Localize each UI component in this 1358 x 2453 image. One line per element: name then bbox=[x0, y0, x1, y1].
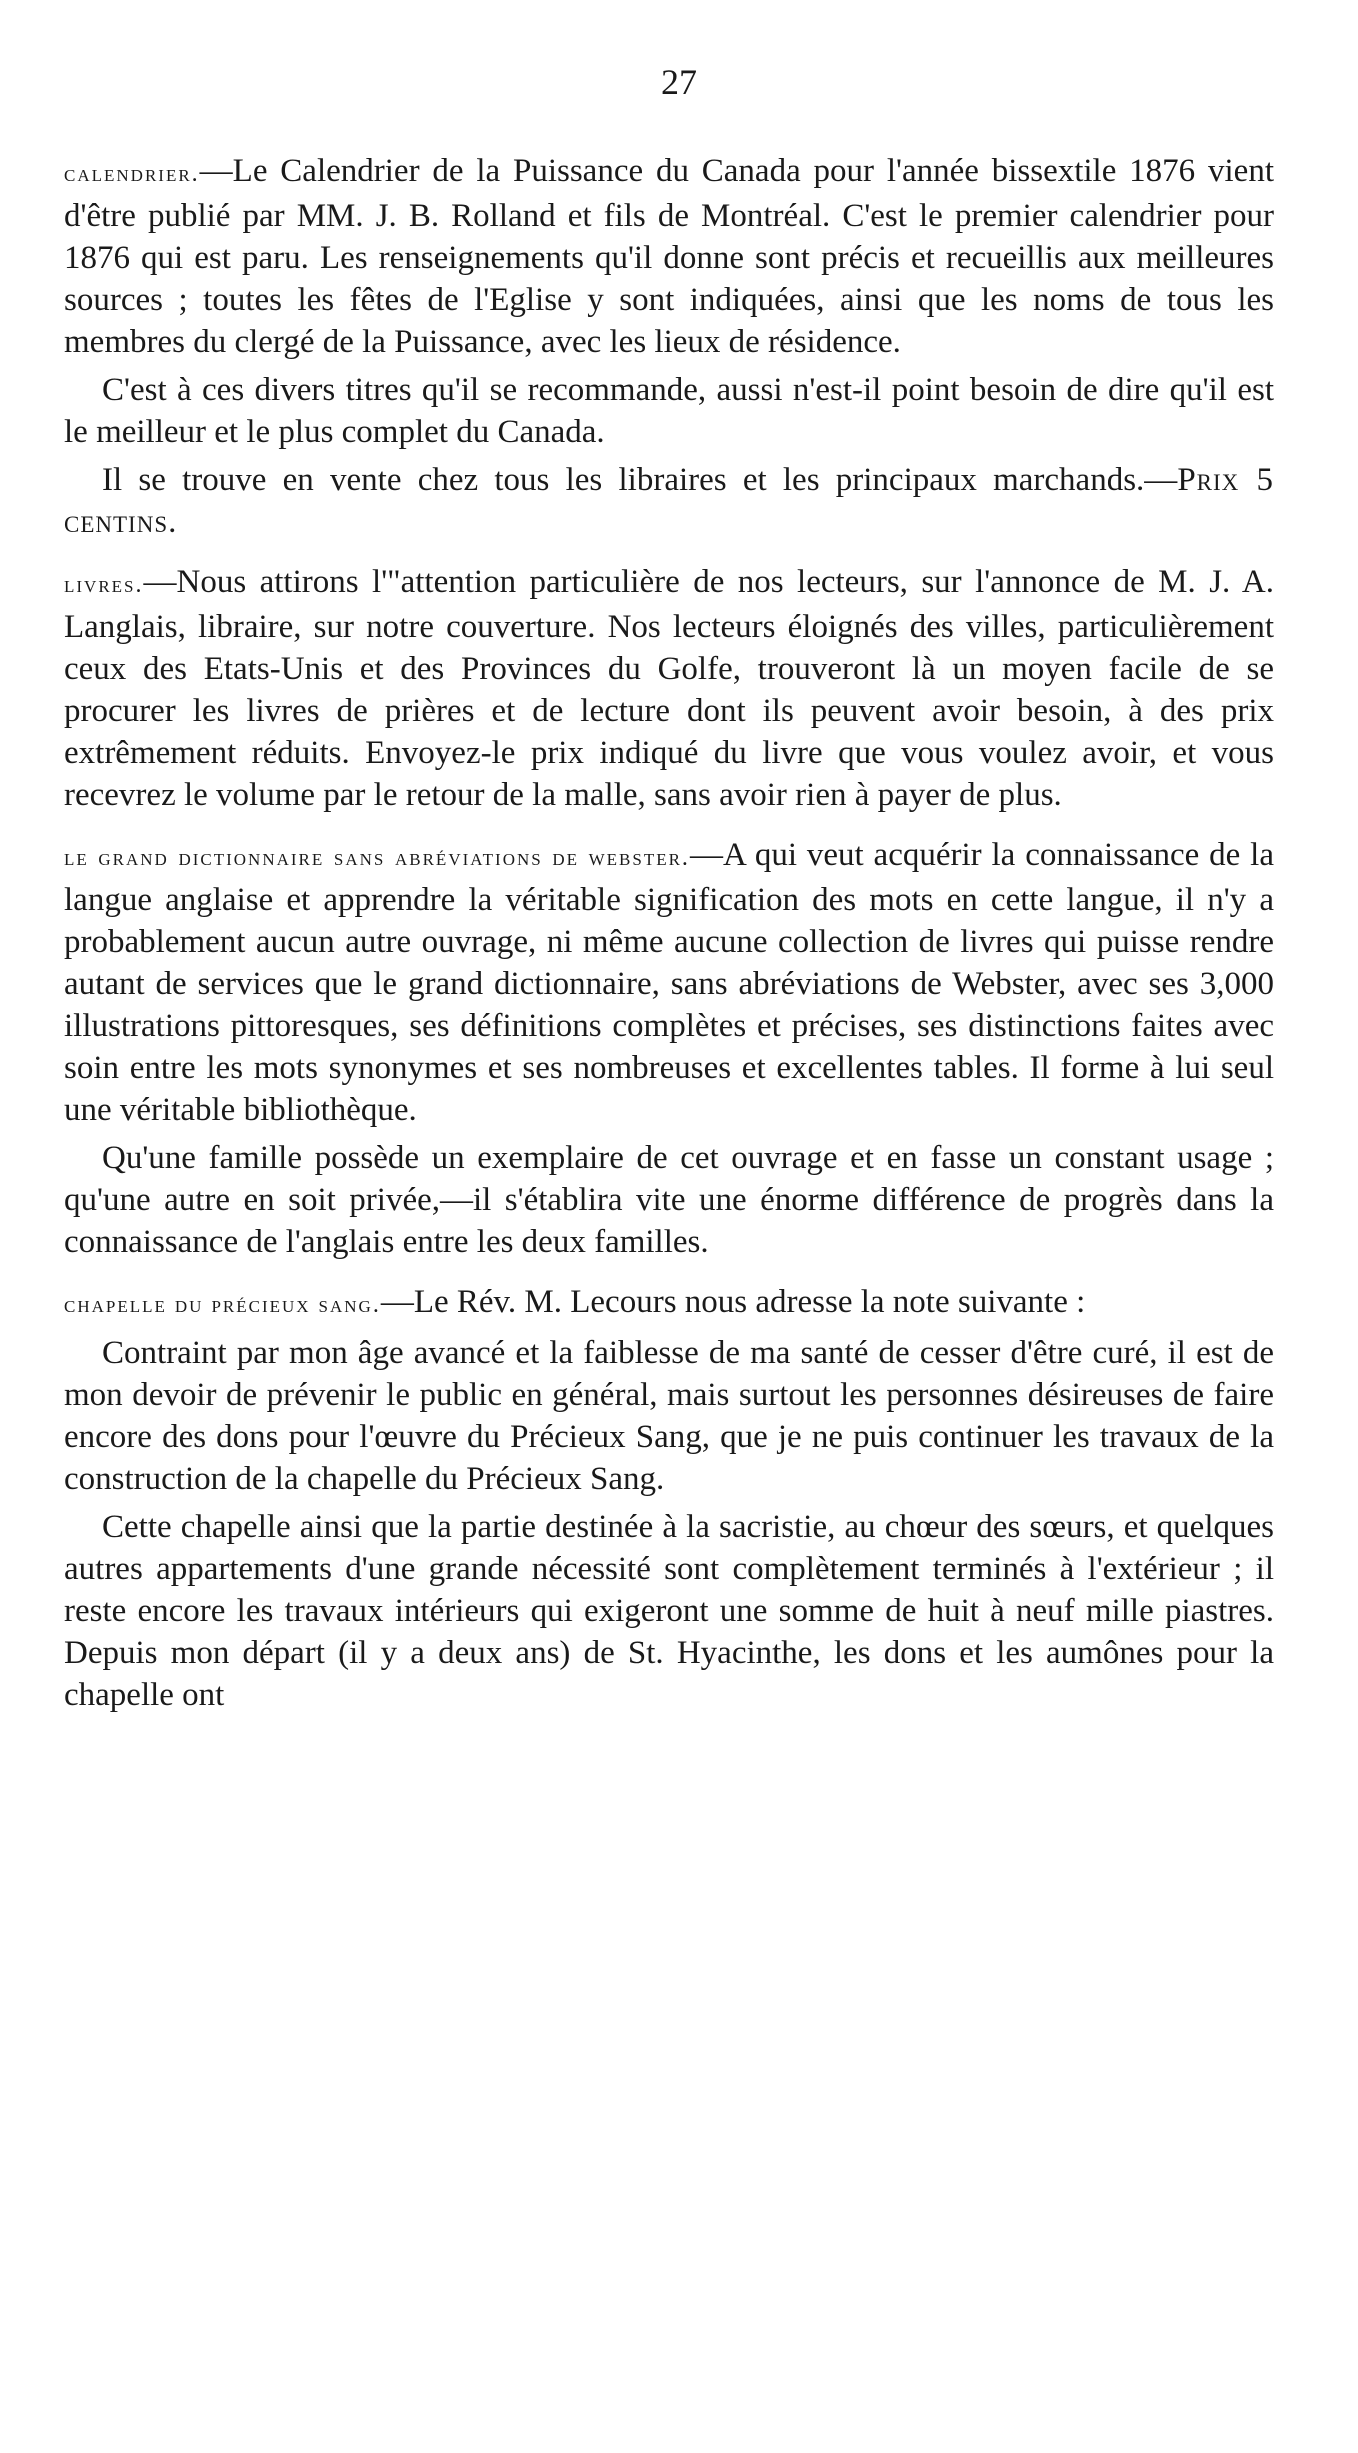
article-chapelle bbox=[64, 1281, 1274, 1716]
paragraph: Qu'une famille possède un exemplaire de cet ouvrage et en fasse un constant usage ; qu'une autre en soit privée,—il s'établira vite une énorme différence de progrès dans la connaissance de l'anglais entre les deux familles. bbox=[64, 1140, 1274, 1260]
paragraph bbox=[64, 459, 1274, 543]
section-heading: chapelle du précieux sang. bbox=[64, 1292, 381, 1318]
price-text: Prix 5 centins. bbox=[64, 462, 1275, 540]
paragraph-text: Il se trouve en vente chez tous les libraires et les principaux marchands.— bbox=[102, 462, 1178, 498]
paragraph bbox=[64, 150, 1274, 363]
paragraph bbox=[64, 561, 1274, 816]
paragraph bbox=[64, 834, 1274, 1131]
article-calendrier bbox=[64, 150, 1274, 543]
paragraph-text: —Le Calendrier de la Puissance du Canada pour l'année bissextile 1876 vient d'être publié par MM. J. B. Rolland et fils de Montréal. C'est le premier calendrier pour 1876 qui est paru. Les renseignements qu'il donne sont précis et recueillis aux meilleures sources ; toutes les fêtes de l'Eglise y sont indiquées, ainsi que les noms de tous les membres du clergé de la Puissance, avec les lieux de résidence. bbox=[64, 153, 1274, 360]
paragraph: Cette chapelle ainsi que la partie destinée à la sacristie, au chœur des sœurs, et quelques autres appartements d'une grande nécessité sont complètement terminés à l'extérieur ; il reste encore les travaux intérieurs qui exigeront une somme de huit à neuf mille piastres. Depuis mon départ (il y a deux ans) de St. Hyacinthe, les dons et les aumônes pour la chapelle ont bbox=[64, 1509, 1274, 1713]
paragraph-text: —A qui veut acquérir la connaissance de la langue anglaise et apprendre la véritable signification des mots en cette langue, il n'y a probablement aucun autre ouvrage, ni même aucune collection de livres qui puisse rendre autant de services que le grand dictionnaire, sans abréviations de Webster, avec ses 3,000 illustrations pittoresques, ses définitions complètes et précises, ses distinctions faites avec soin entre les mots synonymes et ses nombreuses et excellentes tables. Il forme à lui seul une véritable bibliothèque. bbox=[64, 837, 1274, 1128]
article-webster bbox=[64, 834, 1274, 1263]
paragraph-text: —Nous attirons l'"attention particulière de nos lecteurs, sur l'annonce de M. J. A. Langlais, libraire, sur notre couverture. Nos lecteurs éloignés des villes, particulièrement ceux des Etats-Unis et des Provinces du Golfe, trouveront là un moyen facile de se procurer les livres de prières et de lecture dont ils peuvent avoir besoin, à des prix extrêmement réduits. Envoyez-le prix indiqué du livre que vous voulez avoir, et vous recevrez le volume par le retour de la malle, sans avoir rien à payer de plus. bbox=[64, 564, 1274, 813]
paragraph-text: —Le Rév. M. Lecours nous adresse la note suivante : bbox=[380, 1284, 1086, 1320]
page-body bbox=[64, 150, 1274, 1722]
page-number: 27 bbox=[661, 62, 697, 102]
paragraph bbox=[64, 1281, 1274, 1326]
section-heading: livres. bbox=[64, 572, 144, 598]
article-livres bbox=[64, 561, 1274, 816]
section-heading: le grand dictionnaire sans abréviations de webster. bbox=[64, 845, 690, 871]
paragraph: Contraint par mon âge avancé et la faiblesse de ma santé de cesser d'être curé, il est de mon devoir de prévenir le public en général, mais surtout les personnes désireuses de faire encore des dons pour l'œuvre du Précieux Sang, que je ne puis continuer les travaux de la construction de la chapelle du Précieux Sang. bbox=[64, 1335, 1274, 1497]
paragraph: C'est à ces divers titres qu'il se recommande, aussi n'est-il point besoin de dire qu'il est le meilleur et le plus complet du Canada. bbox=[64, 372, 1274, 450]
section-heading: calendrier. bbox=[64, 161, 200, 187]
